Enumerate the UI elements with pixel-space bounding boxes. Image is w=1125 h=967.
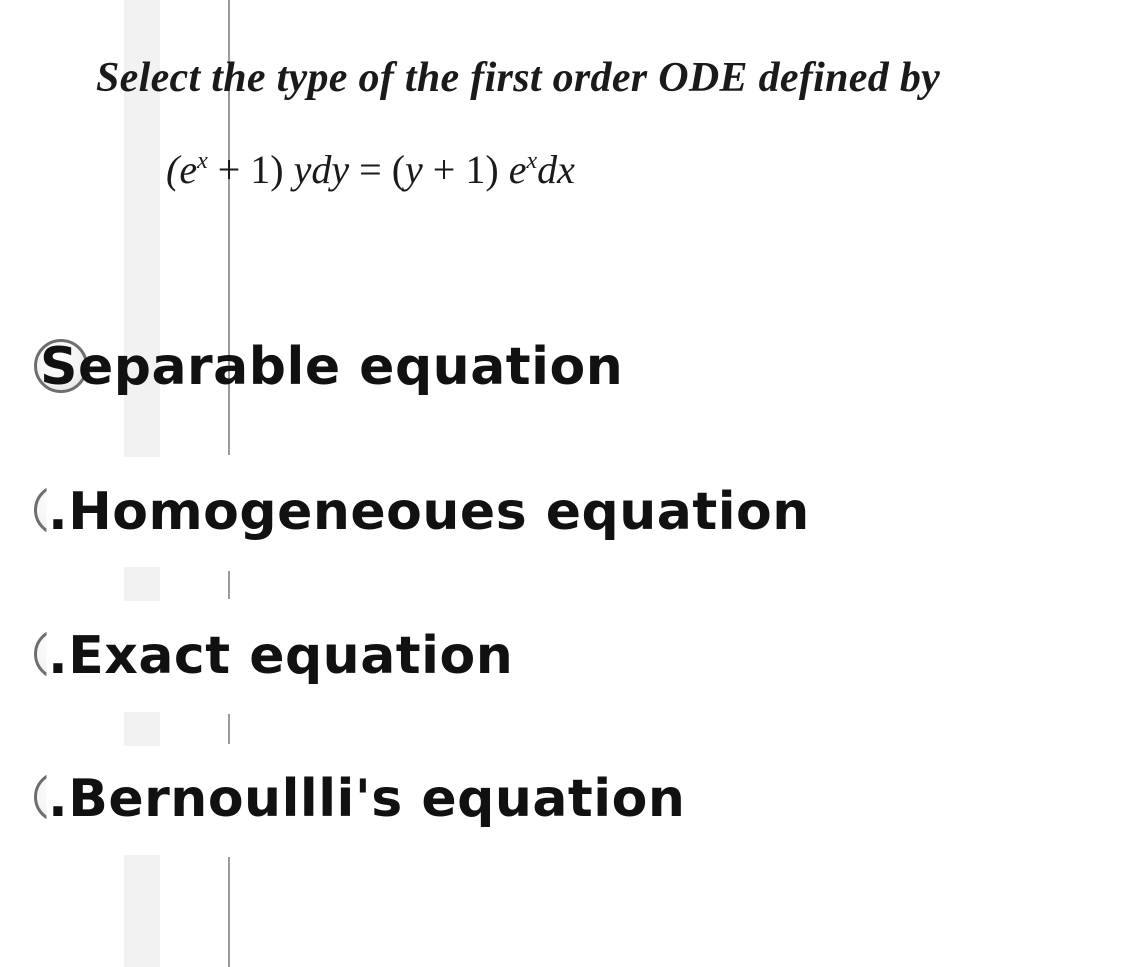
ode-equation <box>166 146 575 193</box>
divider-line <box>228 857 230 967</box>
radio-button[interactable] <box>34 771 48 827</box>
option-label: .Bernoullli's equation <box>48 769 686 829</box>
radio-button[interactable] <box>34 484 48 540</box>
eq-right-e: e <box>508 147 527 192</box>
option-label: .Homogeneoues equation <box>48 482 810 542</box>
background-stripe <box>124 712 160 746</box>
eq-left-rest: + 1) <box>207 147 294 192</box>
option-exact[interactable] <box>34 621 513 691</box>
eq-equals: = ( <box>349 147 406 192</box>
option-label: .Exact equation <box>48 626 514 686</box>
eq-right-exponent: x <box>526 148 538 174</box>
option-homogeneous[interactable] <box>34 477 810 547</box>
option-separable[interactable] <box>34 332 623 402</box>
background-stripe <box>124 855 160 967</box>
background-stripe <box>124 567 160 601</box>
eq-left-var: ydy <box>293 147 350 192</box>
radio-button[interactable] <box>34 628 48 684</box>
option-label: Separable equation <box>40 337 624 397</box>
eq-left-open: (e <box>166 147 198 192</box>
eq-right-rest: + 1) <box>422 147 509 192</box>
divider-line <box>228 714 230 744</box>
eq-left-exponent: x <box>197 148 208 174</box>
divider-line <box>228 571 230 599</box>
eq-right-tail: dx <box>537 147 575 192</box>
eq-right-var: y <box>405 147 423 192</box>
question-prompt: Select the type of the first order ODE defined by <box>96 55 941 101</box>
option-bernoulli[interactable] <box>34 764 685 834</box>
